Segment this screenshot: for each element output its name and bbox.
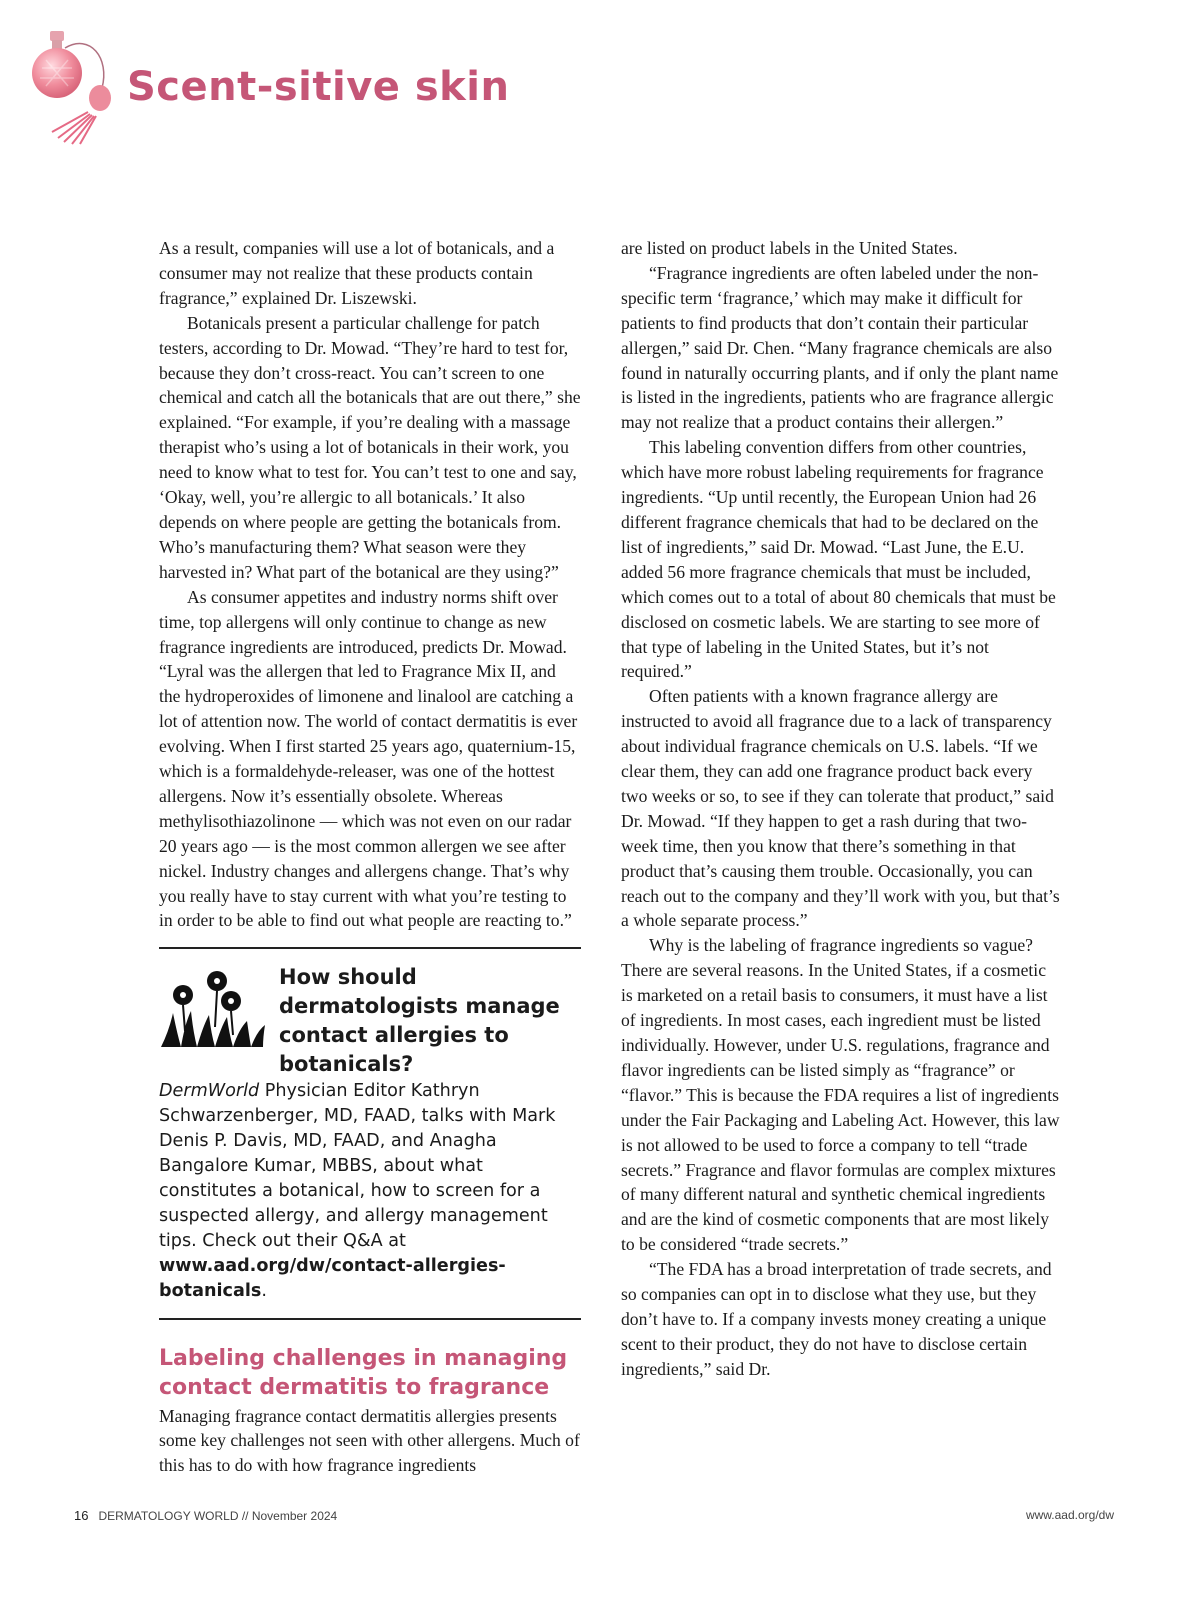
paragraph: Botanicals present a particular challenge for patch testers, according to Dr. Mowad. “They’re hard to test for, because they don’t cross-react. You can’t screen to one chemical and catch all the botanicals that are out there,” she explained. “For example, if you’re dealing with a massage therapist who’s using a lot of botanicals in their work, you need to know what to test for. You can’t test to one and say, ‘Okay, well, you’re allergic to all botanicals.’ It also depends on where people are getting the botanicals from. Who’s manufacturing them? What season were they harvested in? What part of the botanical are they using?” bbox=[159, 312, 581, 582]
right-column bbox=[621, 236, 1061, 1382]
sidebar-end: . bbox=[261, 1280, 267, 1301]
page-number: 16 bbox=[74, 1508, 89, 1523]
paragraph: “Fragrance ingredients are often labeled under the non-specific term ‘fragrance,’ which may make it difficult for patients to find products that don’t contain their particular allergen,” said Dr. Chen. “Many fragrance chemicals are also found in naturally occurring plants, and if only the plant name is listed in the ingredients, patients who are fragrance allergic may not realize that a product contains their allergen.” bbox=[621, 262, 1059, 433]
paragraph: Often patients with a known fragrance allergy are instructed to avoid all fragrance due to a lack of transparency about individual fragrance chemicals on U.S. labels. “If we clear them, they can add one fragrance product back every two weeks or so, to see if they can tolerate that product,” said Dr. Mowad. “If they happen to get a rash during that two-week time, then you know that there’s something in that product that’s causing them trouble. Occasionally, you can reach out to the company and they’ll work with you, but that’s a whole separate process.” bbox=[621, 686, 1060, 931]
paragraph: Why is the labeling of fragrance ingredients so vague? There are several reasons. In the United States, if a cosmetic is marketed on a retail basis to consumers, it must have a list of ingredients. In most cases, each ingredient must be listed individually. However, under U.S. regulations, fragrance and flavor ingredients can be listed simply as “fragrance” or “flavor.” This is because the FDA requires a list of ingredients under the Fair Packaging and Labeling Act. However, this law is not allowed to be used to force a company to tell “trade secrets.” Fragrance and flavor formulas are complex mixtures of many different natural and synthetic chemical ingredients and are the kind of cosmetic components that are most likely to be considered “trade secrets.” bbox=[621, 935, 1060, 1255]
page-header bbox=[30, 28, 630, 158]
paragraph: “The FDA has a broad interpretation of trade secrets, and so companies can opt in to disclose what they use, but they don’t have to. If a company invests money creating a unique scent to their product, they do not have to disclose certain ingredients,” said Dr. bbox=[621, 1259, 1052, 1379]
sidebar-text: Physician Editor Kathryn Schwarzenberger, MD, FAAD, talks with Mark Denis P. Davis, MD, FAAD, and Anagha Bangalore Kumar, MBBS, about what constitutes a botanical, how to screen for a suspected allergy, and allergy management tips. Check out their Q&A at bbox=[159, 1081, 556, 1251]
sidebar-box bbox=[159, 947, 581, 1319]
page-title: Scent-sitive skin bbox=[127, 64, 510, 110]
paragraph: As a result, companies will use a lot of botanicals, and a consumer may not realize that these products contain fragrance,” explained Dr. Liszewski. bbox=[159, 238, 555, 308]
sidebar-link[interactable]: www.aad.org/dw/contact-allergies-botanicals bbox=[159, 1255, 506, 1301]
publication-line: DERMATOLOGY WORLD // November 2024 bbox=[98, 1509, 338, 1523]
sidebar-title: How should dermatologists manage contact allergies to botanicals? bbox=[279, 965, 560, 1077]
page-footer bbox=[0, 1508, 1200, 1528]
paragraph: As consumer appetites and industry norms shift over time, top allergens will only continue to change as new fragrance ingredients are introduced, predicts Dr. Mowad. “Lyral was the allergen that led to Fragrance Mix II, and the hydroperoxides of limonene and linalool are catching a lot of attention now. The world of contact dermatitis is ever evolving. When I first started 25 years ago, quaternium-15, which is a formaldehyde-releaser, was one of the hottest allergens. Now it’s essentially obsolete. Whereas methylisothiazolinone — which was not even on our radar 20 years ago — is the most common allergen we see after nickel. Industry changes and allergens change. That’s why you really have to stay current with what you’re testing to in order to be able to find out what people are reacting to.” bbox=[159, 586, 578, 931]
flowers-icon bbox=[159, 971, 271, 1049]
left-column bbox=[159, 236, 581, 1478]
footer-url[interactable]: www.aad.org/dw bbox=[1025, 1508, 1114, 1522]
sidebar-body bbox=[159, 1079, 581, 1303]
section-heading: Labeling challenges in managing contact dermatitis to fragrance bbox=[159, 1345, 568, 1400]
paragraph: This labeling convention differs from other countries, which have more robust labeling requirements for fragrance ingredients. “Up until recently, the European Union had 26 different fragrance chemicals that had to be declared on the list of ingredients,” said Dr. Mowad. “Last June, the E.U. added 56 more fragrance chemicals that must be included, which comes out to a total of about 80 chemicals that must be disclosed on cosmetic labels. We are starting to see more of that type of labeling in the United States, but it’s not required.” bbox=[621, 437, 1056, 682]
publication-name: DermWorld bbox=[159, 1081, 260, 1102]
section-intro: Managing fragrance contact dermatitis allergies presents some key challenges not seen with other allergens. Much of this has to do with how fragrance ingredients bbox=[159, 1405, 580, 1476]
paragraph: are listed on product labels in the United States. bbox=[621, 238, 958, 258]
